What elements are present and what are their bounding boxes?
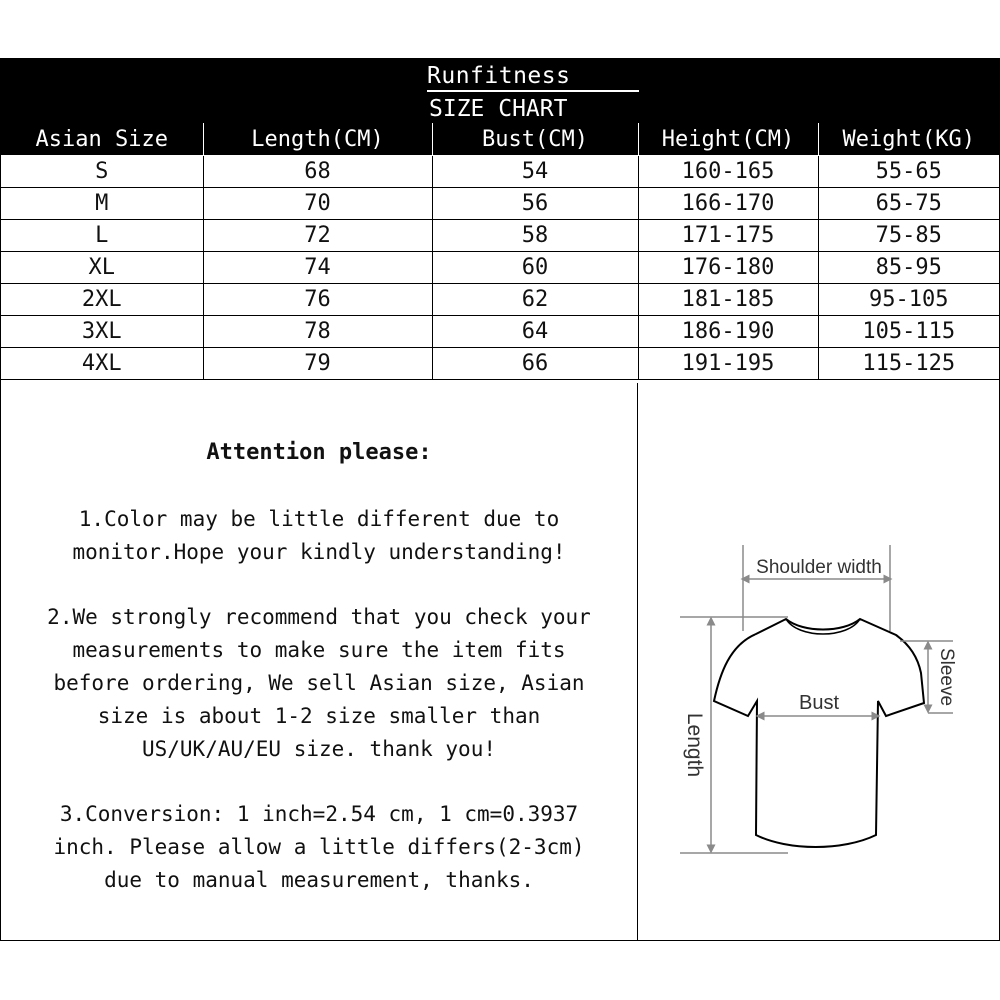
cell-size: 3XL xyxy=(1,316,203,348)
note-line: measurements to make sure the item fits xyxy=(72,638,566,662)
cell-length: 76 xyxy=(203,284,432,316)
cell-height: 186-190 xyxy=(638,316,818,348)
cell-bust: 58 xyxy=(432,220,638,252)
cell-length: 68 xyxy=(203,156,432,188)
table-row xyxy=(1,316,999,348)
cell-size: 4XL xyxy=(1,348,203,380)
tshirt-outline-icon xyxy=(714,619,924,847)
bust-label: Bust xyxy=(798,692,840,714)
cell-height: 160-165 xyxy=(638,156,818,188)
note-line: 3.Conversion: 1 inch=2.54 cm, 1 cm=0.3937 xyxy=(59,802,579,826)
cell-size: 2XL xyxy=(1,284,203,316)
table-row xyxy=(1,284,999,316)
attention-heading: Attention please: xyxy=(206,440,432,465)
cell-weight: 85-95 xyxy=(818,252,999,284)
cell-bust: 54 xyxy=(432,156,638,188)
tshirt-collar-icon xyxy=(786,619,860,634)
size-table xyxy=(1,123,999,380)
cell-weight: 115-125 xyxy=(818,348,999,380)
cell-height: 191-195 xyxy=(638,348,818,380)
note-line: due to manual measurement, thanks. xyxy=(104,868,534,892)
note-conversion xyxy=(7,798,631,897)
cell-length: 72 xyxy=(203,220,432,252)
attention-notes xyxy=(1,383,638,940)
table-row xyxy=(1,188,999,220)
note-line: 1.Color may be little different due to xyxy=(78,507,560,531)
cell-length: 78 xyxy=(203,316,432,348)
cell-weight: 75-85 xyxy=(818,220,999,252)
note-color xyxy=(7,503,631,569)
cell-weight: 105-115 xyxy=(818,316,999,348)
cell-height: 181-185 xyxy=(638,284,818,316)
cell-weight: 55-65 xyxy=(818,156,999,188)
cell-height: 171-175 xyxy=(638,220,818,252)
cell-height: 166-170 xyxy=(638,188,818,220)
brand-underline xyxy=(427,90,639,92)
cell-height: 176-180 xyxy=(638,252,818,284)
shoulder-width-label: Shoulder width xyxy=(756,557,882,578)
note-line: size is about 1-2 size smaller than xyxy=(97,704,541,728)
table-row xyxy=(1,156,999,188)
cell-bust: 64 xyxy=(432,316,638,348)
column-header-asian-size: Asian Size xyxy=(1,123,203,156)
cell-bust: 60 xyxy=(432,252,638,284)
length-label: Length xyxy=(683,712,706,778)
cell-bust: 56 xyxy=(432,188,638,220)
chart-header xyxy=(1,59,999,123)
column-header-weight: Weight(KG) xyxy=(818,123,999,156)
size-chart-frame xyxy=(0,58,1000,941)
cell-bust: 66 xyxy=(432,348,638,380)
column-header-length: Length(CM) xyxy=(203,123,432,156)
table-row xyxy=(1,220,999,252)
cell-size: L xyxy=(1,220,203,252)
note-line: inch. Please allow a little differs(2-3cm) xyxy=(53,835,585,859)
cell-length: 79 xyxy=(203,348,432,380)
cell-weight: 95-105 xyxy=(818,284,999,316)
note-measurement xyxy=(7,601,631,766)
tshirt-measurement-svg xyxy=(638,383,999,940)
note-line: US/UK/AU/EU size. thank you! xyxy=(141,737,496,761)
cell-size: S xyxy=(1,156,203,188)
table-header-row xyxy=(1,123,999,156)
column-header-bust: Bust(CM) xyxy=(432,123,638,156)
note-line: before ordering, We sell Asian size, Asian xyxy=(53,671,585,695)
table-row xyxy=(1,348,999,380)
column-header-height: Height(CM) xyxy=(638,123,818,156)
cell-size: M xyxy=(1,188,203,220)
tshirt-diagram xyxy=(638,383,999,940)
cell-bust: 62 xyxy=(432,284,638,316)
note-line: monitor.Hope your kindly understanding! xyxy=(72,540,566,564)
cell-weight: 65-75 xyxy=(818,188,999,220)
cell-size: XL xyxy=(1,252,203,284)
cell-length: 74 xyxy=(203,252,432,284)
cell-length: 70 xyxy=(203,188,432,220)
note-line: 2.We strongly recommend that you check your xyxy=(47,605,591,629)
brand-name: Runfitness xyxy=(427,63,571,89)
table-row xyxy=(1,252,999,284)
sleeve-label: Sleeve xyxy=(936,647,957,707)
chart-title: SIZE CHART xyxy=(429,96,568,122)
